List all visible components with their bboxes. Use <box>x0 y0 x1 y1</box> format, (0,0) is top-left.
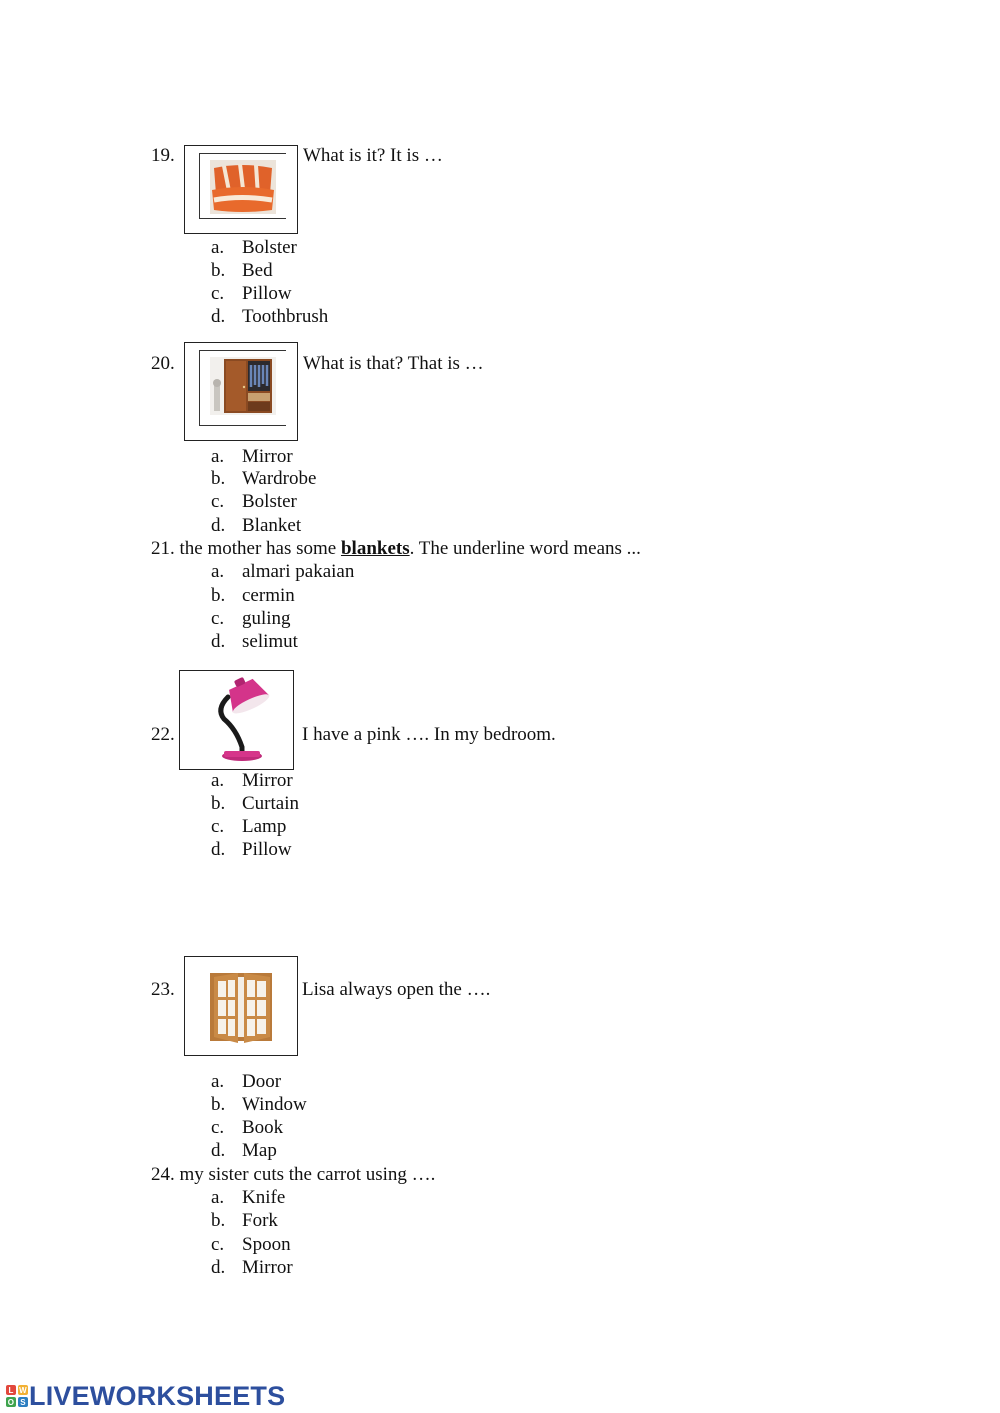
question-21-option-a[interactable]: almari pakaian <box>242 561 355 582</box>
question-23-option-c-letter: c. <box>211 1117 225 1138</box>
question-20-option-b[interactable]: Wardrobe <box>242 468 317 489</box>
question-24-option-d[interactable]: Mirror <box>242 1257 293 1278</box>
question-22-image-frame <box>179 670 294 770</box>
question-19-prompt: What is it? It is … <box>303 145 443 166</box>
question-19-option-d-letter: d. <box>211 306 226 327</box>
question-22-option-d[interactable]: Pillow <box>242 839 292 860</box>
pillow-icon <box>210 160 276 214</box>
question-22-option-d-letter: d. <box>211 839 226 860</box>
question-22-option-b[interactable]: Curtain <box>242 793 299 814</box>
question-23-option-b[interactable]: Window <box>242 1094 307 1115</box>
question-24-option-a-letter: a. <box>211 1187 225 1208</box>
question-19-option-b[interactable]: Bed <box>242 260 273 281</box>
svg-text:W: W <box>19 1386 27 1395</box>
question-24-option-c-letter: c. <box>211 1234 225 1255</box>
question-20-option-a-letter: a. <box>211 446 225 467</box>
lamp-icon <box>206 677 276 763</box>
question-24-option-c[interactable]: Spoon <box>242 1234 291 1255</box>
question-22-option-a-letter: a. <box>211 770 225 791</box>
question-21-prompt-after: . The underline word means ... <box>409 538 641 559</box>
question-23-option-c[interactable]: Book <box>242 1117 284 1138</box>
question-24-line <box>151 1164 435 1186</box>
question-19-option-a[interactable]: Bolster <box>242 237 297 258</box>
question-23-option-a[interactable]: Door <box>242 1071 282 1092</box>
svg-text:S: S <box>20 1398 26 1407</box>
question-22-option-c-letter: c. <box>211 816 225 837</box>
question-19-image-frame <box>184 145 298 234</box>
svg-text:L: L <box>8 1386 14 1395</box>
question-21-option-a-letter: a. <box>211 561 225 582</box>
question-20-number: 20. <box>151 353 175 374</box>
question-23-number: 23. <box>151 979 175 1000</box>
question-19-option-c[interactable]: Pillow <box>242 283 292 304</box>
question-22-prompt: I have a pink …. In my bedroom. <box>302 724 556 745</box>
question-21-option-b-letter: b. <box>211 585 226 606</box>
question-23-option-d-letter: d. <box>211 1140 226 1161</box>
svg-text:O: O <box>7 1398 15 1407</box>
question-20-option-b-letter: b. <box>211 468 226 489</box>
question-22-number: 22. <box>151 724 175 745</box>
question-20-option-c[interactable]: Bolster <box>242 491 297 512</box>
window-icon <box>207 969 277 1045</box>
question-21-option-c-letter: c. <box>211 608 225 629</box>
question-23-prompt: Lisa always open the …. <box>302 979 491 1000</box>
question-24-number: 24. <box>151 1164 175 1185</box>
question-20-image-frame <box>184 342 298 441</box>
question-23-image-frame <box>184 956 298 1056</box>
question-19-option-a-letter: a. <box>211 237 225 258</box>
question-21-number: 21. <box>151 538 175 559</box>
question-23-option-d[interactable]: Map <box>242 1140 277 1161</box>
question-19-option-c-letter: c. <box>211 283 225 304</box>
question-24-option-b-letter: b. <box>211 1210 226 1231</box>
question-24-prompt: my sister cuts the carrot using …. <box>179 1164 436 1185</box>
question-19-option-b-letter: b. <box>211 260 226 281</box>
question-21-option-d[interactable]: selimut <box>242 631 298 652</box>
question-20-option-c-letter: c. <box>211 491 225 512</box>
question-23-option-a-letter: a. <box>211 1071 225 1092</box>
question-21-line <box>151 538 641 560</box>
question-20-option-d[interactable]: Blanket <box>242 515 302 536</box>
liveworksheets-logo-text: LIVEWORKSHEETS <box>29 1381 286 1411</box>
question-23-option-b-letter: b. <box>211 1094 226 1115</box>
question-22-option-c[interactable]: Lamp <box>242 816 287 837</box>
question-21-option-c[interactable]: guling <box>242 608 291 629</box>
question-22-option-a[interactable]: Mirror <box>242 770 293 791</box>
question-24-option-d-letter: d. <box>211 1257 226 1278</box>
wardrobe-icon <box>210 357 276 415</box>
question-21-prompt-before: the mother has some <box>179 538 341 559</box>
question-21-underlined-word: blankets <box>340 538 410 559</box>
question-21-option-d-letter: d. <box>211 631 226 652</box>
question-20-prompt: What is that? That is … <box>303 353 484 374</box>
question-21-option-b[interactable]: cermin <box>242 585 295 606</box>
question-20-option-a[interactable]: Mirror <box>242 446 293 467</box>
question-20-option-d-letter: d. <box>211 515 226 536</box>
liveworksheets-mark-icon <box>6 1385 28 1407</box>
question-22-option-b-letter: b. <box>211 793 226 814</box>
question-24-option-b[interactable]: Fork <box>242 1210 278 1231</box>
question-19-number: 19. <box>151 145 175 166</box>
question-19-option-d[interactable]: Toothbrush <box>242 306 329 327</box>
question-24-option-a[interactable]: Knife <box>242 1187 286 1208</box>
